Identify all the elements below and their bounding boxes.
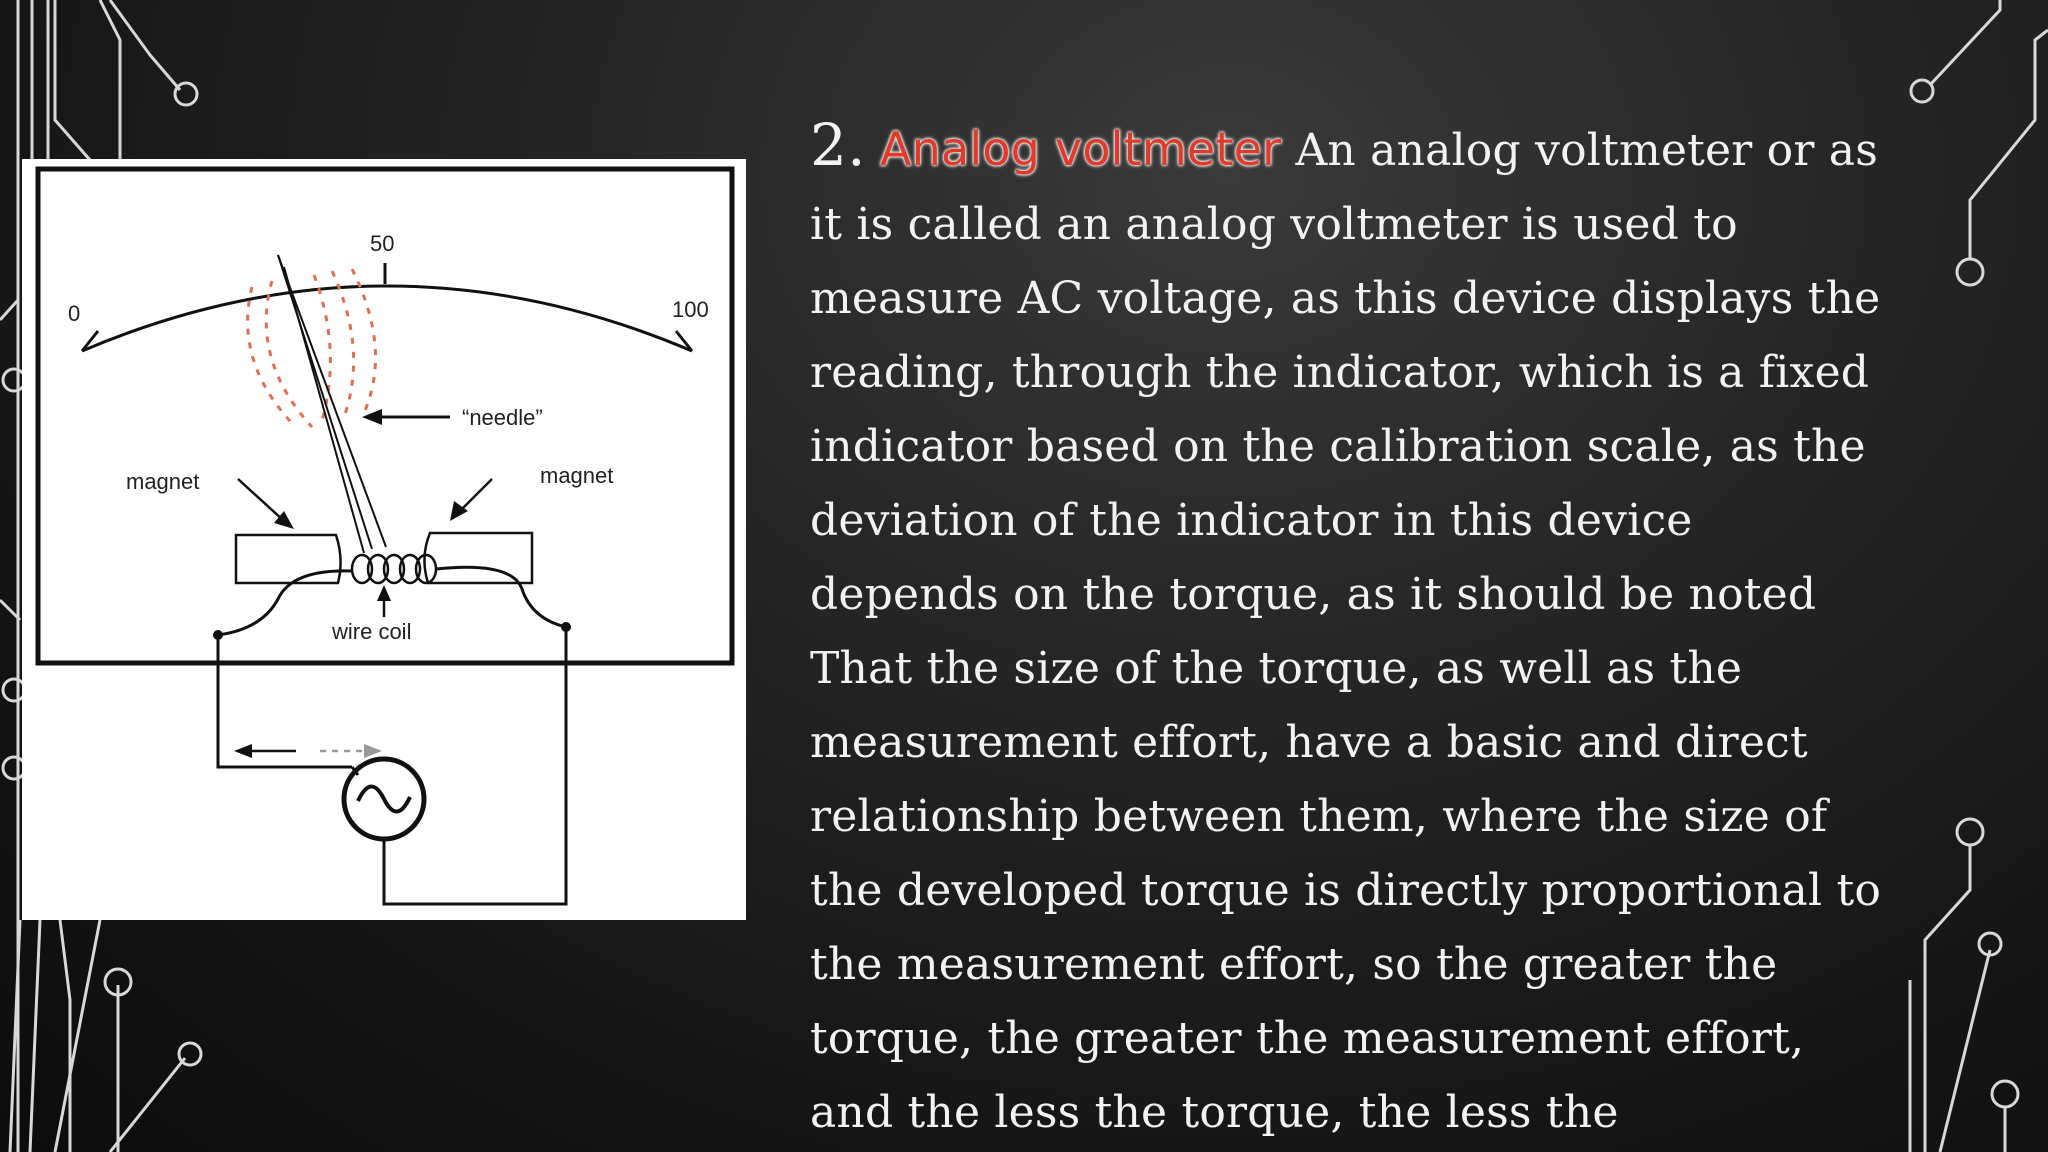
body-line-8: That the size of the torque, as well as the	[810, 643, 1743, 694]
scale-label-mid: 50	[370, 231, 395, 256]
coil-label: wire coil	[332, 619, 412, 644]
needle-label: “needle”	[462, 405, 543, 430]
terminal-left	[213, 630, 223, 640]
magnet-left-arrow	[238, 479, 284, 521]
current-arrow-solid-head	[234, 744, 252, 758]
body-line-14: and the less the torque, the less the	[810, 1087, 1619, 1138]
scale-arc	[82, 286, 692, 351]
body-line-10: relationship between them, where the size of	[810, 791, 1828, 842]
body-line-12: the measurement effort, so the greater the	[810, 939, 1778, 990]
magnet-right-label: magnet	[540, 463, 614, 488]
heading-term: Analog voltmeter	[879, 122, 1282, 176]
terminal-right	[561, 622, 571, 632]
body-line-9: measurement effort, have a basic and direct	[810, 717, 1808, 768]
magnet-left	[236, 535, 341, 583]
item-number: 2.	[810, 111, 866, 179]
scale-label-min: 0	[68, 301, 81, 326]
coil-pointer-arrowhead	[377, 585, 391, 601]
circuit-wires	[218, 567, 566, 904]
voltmeter-diagram-drawing	[22, 159, 746, 920]
magnet-right-arrow	[460, 479, 492, 511]
body-line-1: An analog voltmeter or as	[1295, 125, 1878, 176]
body-line-6: deviation of the indicator in this device	[810, 495, 1693, 546]
scale-label-max: 100	[672, 297, 709, 322]
body-line-2: it is called an analog voltmeter is used to	[810, 199, 1738, 250]
current-arrow-dashed-head	[364, 744, 382, 758]
body-line-3: measure AC voltage, as this device displays the	[810, 273, 1881, 324]
body-line-13: torque, the greater the measurement effort,	[810, 1013, 1805, 1064]
voltmeter-diagram	[22, 159, 746, 920]
body-line-5: indicator based on the calibration scale, as the	[810, 421, 1866, 472]
slide-body-text	[810, 108, 1960, 1150]
magnet-right	[424, 533, 532, 583]
body-line-7: depends on the torque, as it should be noted	[810, 569, 1817, 620]
magnet-left-label: magnet	[126, 469, 200, 494]
heading-line	[810, 108, 1960, 188]
body-line-11: the developed torque is directly proportional to	[810, 865, 1882, 916]
body-line-4: reading, through the indicator, which is a fixed	[810, 347, 1870, 398]
needle-pointer-arrowhead	[362, 409, 382, 425]
